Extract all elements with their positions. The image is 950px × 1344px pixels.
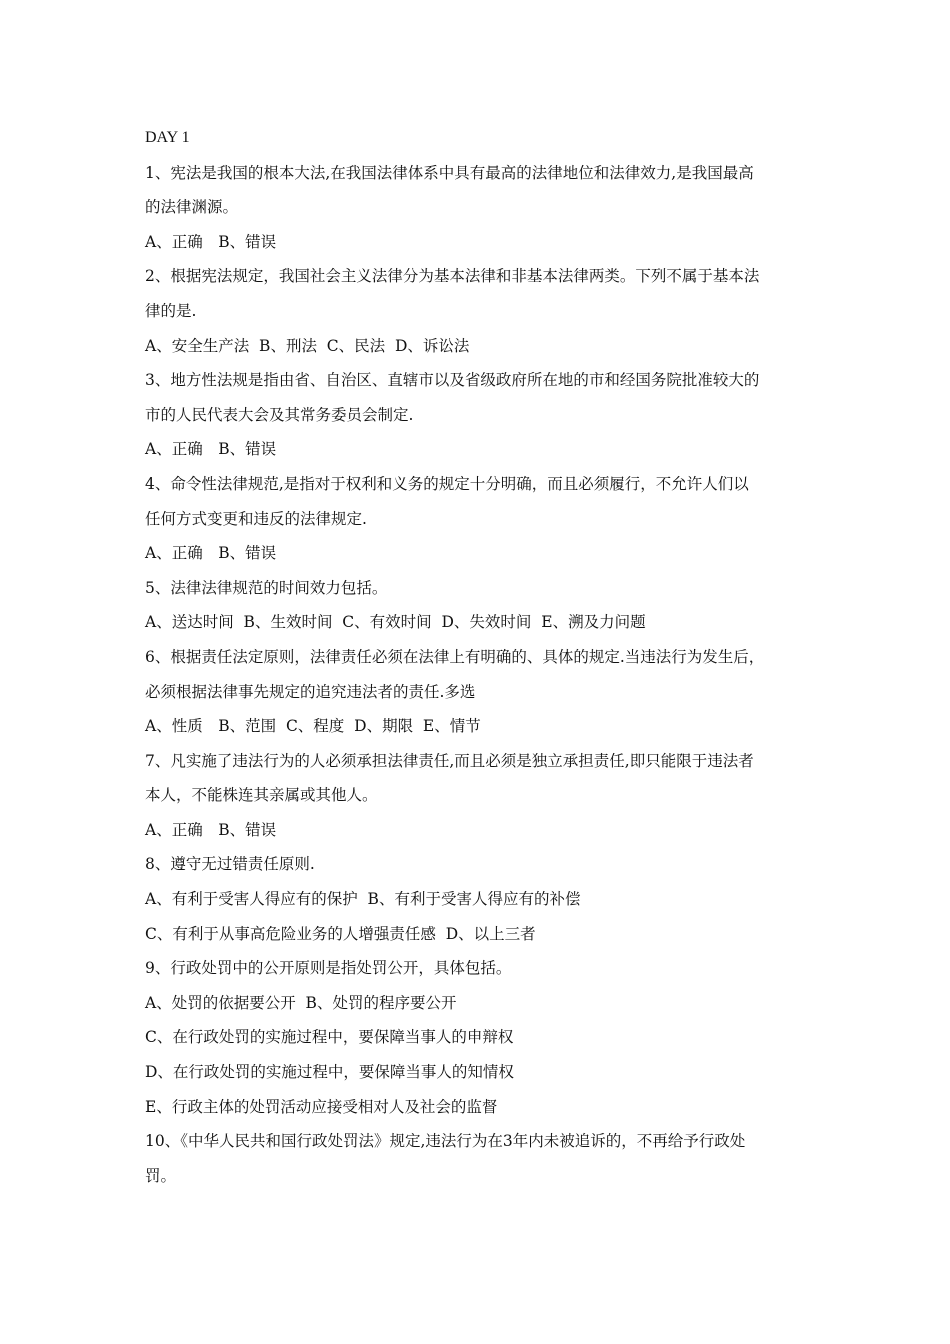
question-1 (145, 156, 825, 260)
question-7 (145, 744, 825, 848)
answer-options: C、有利于从事高危险业务的人增强责任感 D、以上三者 (145, 924, 536, 943)
question-2 (145, 259, 825, 363)
question-text-line: 本人，不能株连其亲属或其他人。 (145, 786, 378, 805)
question-text-line: 7、凡实施了违法行为的人必须承担法律责任,而且必须是独立承担责任,即只能限于违法者 (145, 751, 754, 770)
question-text-line: 6、根据责任法定原则，法律责任必须在法律上有明确的、具体的规定.当违法行为发生后， (145, 647, 765, 666)
answer-options: A、正确 B、错误 (145, 440, 277, 459)
question-5 (145, 571, 825, 640)
question-text-line: 8、遵守无过错责任原则. (145, 855, 315, 874)
answer-options: C、在行政处罚的实施过程中，要保障当事人的申辩权 (145, 1028, 514, 1047)
answer-options: A、性质 B、范围 C、程度 D、期限 E、情节 (145, 717, 481, 736)
document-body (145, 121, 825, 1193)
question-8 (145, 847, 825, 951)
answer-options: A、有利于受害人得应有的保护 B、有利于受害人得应有的补偿 (145, 890, 581, 909)
day-title: DAY 1 (145, 129, 190, 146)
answer-options: A、处罚的依据要公开 B、处罚的程序要公开 (145, 993, 457, 1012)
question-text-line: 1、宪法是我国的根本大法,在我国法律体系中具有最高的法律地位和法律效力,是我国最高 (145, 163, 754, 182)
question-text-line: 市的人民代表大会及其常务委员会制定. (145, 405, 414, 424)
question-text-line: 4、命令性法律规范,是指对于权利和义务的规定十分明确，而且必须履行，不允许人们以 (145, 474, 749, 493)
question-10 (145, 1124, 825, 1193)
answer-options: E、行政主体的处罚活动应接受相对人及社会的监督 (145, 1097, 498, 1116)
answer-options: D、在行政处罚的实施过程中，要保障当事人的知情权 (145, 1063, 514, 1082)
question-text-line: 3、地方性法规是指由省、自治区、直辖市以及省级政府所在地的市和经国务院批准较大的 (145, 371, 760, 390)
question-text-line: 任何方式变更和违反的法律规定. (145, 509, 367, 528)
answer-options: A、正确 B、错误 (145, 820, 277, 839)
question-text-line: 的法律渊源。 (145, 198, 239, 217)
answer-options: A、安全生产法 B、刑法 C、民法 D、诉讼法 (145, 336, 470, 355)
question-text-line: 2、根据宪法规定，我国社会主义法律分为基本法律和非基本法律两类。下列不属于基本法 (145, 267, 760, 286)
question-text-line: 必须根据法律事先规定的追究违法者的责任.多选 (145, 682, 476, 701)
question-9 (145, 951, 825, 1124)
question-text-line: 5、法律法律规范的时间效力包括。 (145, 578, 388, 597)
answer-options: A、正确 B、错误 (145, 232, 277, 251)
answer-options: A、送达时间 B、生效时间 C、有效时间 D、失效时间 E、溯及力问题 (145, 613, 646, 632)
question-text-line: 罚。 (145, 1166, 177, 1185)
answer-options: A、正确 B、错误 (145, 544, 277, 563)
question-3 (145, 363, 825, 467)
question-text-line: 9、行政处罚中的公开原则是指处罚公开，具体包括。 (145, 959, 512, 978)
question-4 (145, 467, 825, 571)
question-6 (145, 640, 825, 744)
question-text-line: 律的是. (145, 301, 197, 320)
question-text-line: 10、《中华人民共和国行政处罚法》规定,违法行为在3年内未被追诉的，不再给予行政处 (145, 1132, 746, 1151)
